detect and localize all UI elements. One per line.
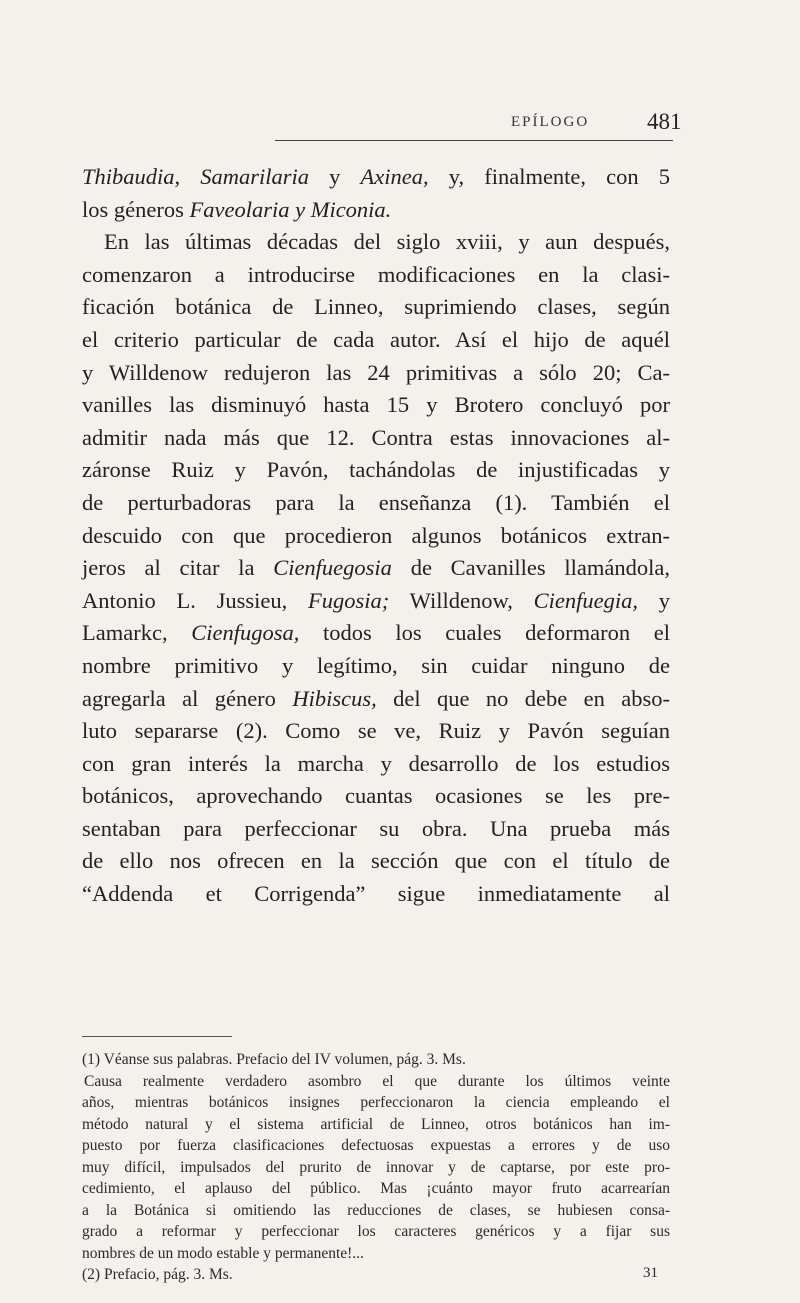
italic-text: Fugosia; xyxy=(308,587,390,613)
body-line: luto separarse (2). Como se ve, Ruiz y Pavón seguían xyxy=(82,718,670,744)
body-line: botánicos, aprovechando cuantas ocasiones se les pre- xyxy=(82,783,670,809)
footnote-line: nombres de un modo estable y permanente!... xyxy=(82,1244,364,1262)
italic-text: Axinea, xyxy=(360,164,429,189)
body-line xyxy=(82,617,670,650)
body-line: En las últimas décadas del siglo xviii, y aun después, xyxy=(104,229,670,255)
footnote-line: Causa realmente verdadero asombro el que durante los últimos veinte xyxy=(84,1072,670,1090)
italic-text: Cienfuegia, xyxy=(533,587,638,613)
body-line: comenzaron a introducirse modificaciones en la clasi- xyxy=(82,261,670,287)
printer-signature-mark: 31 xyxy=(643,1265,658,1281)
body-line: nombre primitivo y legítimo, sin cuidar ninguno de xyxy=(82,652,670,678)
text-run: y xyxy=(309,164,361,189)
body-line xyxy=(82,683,670,716)
footnote-line: método natural y el sistema artificial de Linneo, otros botánicos han im- xyxy=(82,1115,670,1133)
footnotes xyxy=(82,1049,670,1286)
running-header xyxy=(275,107,682,161)
footnote-line: muy difícil, impulsados del prurito de innovar y de captarse, por este pro- xyxy=(82,1158,670,1176)
footnote-line: puesto por fuerza clasificaciones defectuosas expuestas a errores y de uso xyxy=(82,1137,670,1154)
text-run: los géneros xyxy=(82,196,190,222)
body-line: de perturbadoras para la enseñanza (1). También el xyxy=(82,489,670,515)
body-line: sentaban para perfeccionar su obra. Una prueba más xyxy=(82,815,670,841)
body-line: “Addenda et Corrigenda” sigue inmediatamente al xyxy=(82,881,670,907)
text-run: Antonio L. Jussieu, xyxy=(82,587,309,613)
body-line: ficación botánica de Linneo, suprimiendo clases, según xyxy=(82,294,670,320)
text-run: y xyxy=(637,587,670,613)
italic-text: Cienfugosa, xyxy=(191,620,300,646)
body-line xyxy=(82,194,670,227)
footnote-rule xyxy=(82,1036,232,1037)
text-run: de Cavanilles llamándola, xyxy=(391,555,670,581)
italic-text: Faveolaria y Miconia. xyxy=(189,196,392,222)
body-line: záronse Ruiz y Pavón, tachándolas de injustificadas y xyxy=(82,457,670,483)
footnote-2: (2) Prefacio, pág. 3. Ms. xyxy=(82,1266,233,1283)
body-line: con gran interés la marcha y desarrollo de los estudios xyxy=(82,750,670,776)
body-line xyxy=(82,552,670,585)
body-line xyxy=(82,161,670,194)
italic-text: Cienfuegosia xyxy=(273,555,392,581)
header-title: EPÍLOGO xyxy=(511,114,590,130)
page-number: 481 xyxy=(647,109,682,134)
text-run: y, finalmente, con 5 xyxy=(428,164,670,189)
footnote-line: a la Botánica si omitiendo las reducciones de clases, se hubiesen consa- xyxy=(82,1201,670,1219)
text-run: todos los cuales deformaron el xyxy=(299,620,670,646)
footnote-line: años, mientras botánicos insignes perfeccionaron la ciencia empleando el xyxy=(82,1094,670,1111)
footnote-line: grado a reformar y perfeccionar los caracteres genéricos y a fijar sus xyxy=(82,1223,670,1240)
body-text xyxy=(82,161,670,911)
body-line: de ello nos ofrecen en la sección que con el título de xyxy=(82,848,670,874)
italic-text: Thibaudia, Samarilaria xyxy=(82,164,310,189)
footnote-1: (1) Véanse sus palabras. Prefacio del IV volumen, pág. 3. Ms. xyxy=(82,1051,466,1068)
body-line xyxy=(82,585,670,618)
body-line: y Willdenow redujeron las 24 primitivas a sólo 20; Ca- xyxy=(82,359,670,385)
header-rule xyxy=(275,140,673,141)
body-line: vanilles las disminuyó hasta 15 y Brotero concluyó por xyxy=(82,392,670,418)
text-run: del que no debe en abso- xyxy=(376,685,670,711)
text-run: Lamarkc, xyxy=(82,620,192,646)
italic-text: Hibiscus, xyxy=(292,685,377,711)
text-run: Willdenow, xyxy=(389,587,534,613)
text-run: jeros al citar la xyxy=(82,555,274,581)
footnote-line: cedimiento, el aplauso del público. Mas ¡cuánto mayor fruto acarrearían xyxy=(82,1180,670,1197)
body-line: descuido con que procedieron algunos botánicos extran- xyxy=(82,522,670,548)
body-line: el criterio particular de cada autor. Así el hijo de aquél xyxy=(82,326,670,352)
body-line: admitir nada más que 12. Contra estas innovaciones al- xyxy=(82,424,670,450)
text-run: agregarla al género xyxy=(82,685,293,711)
